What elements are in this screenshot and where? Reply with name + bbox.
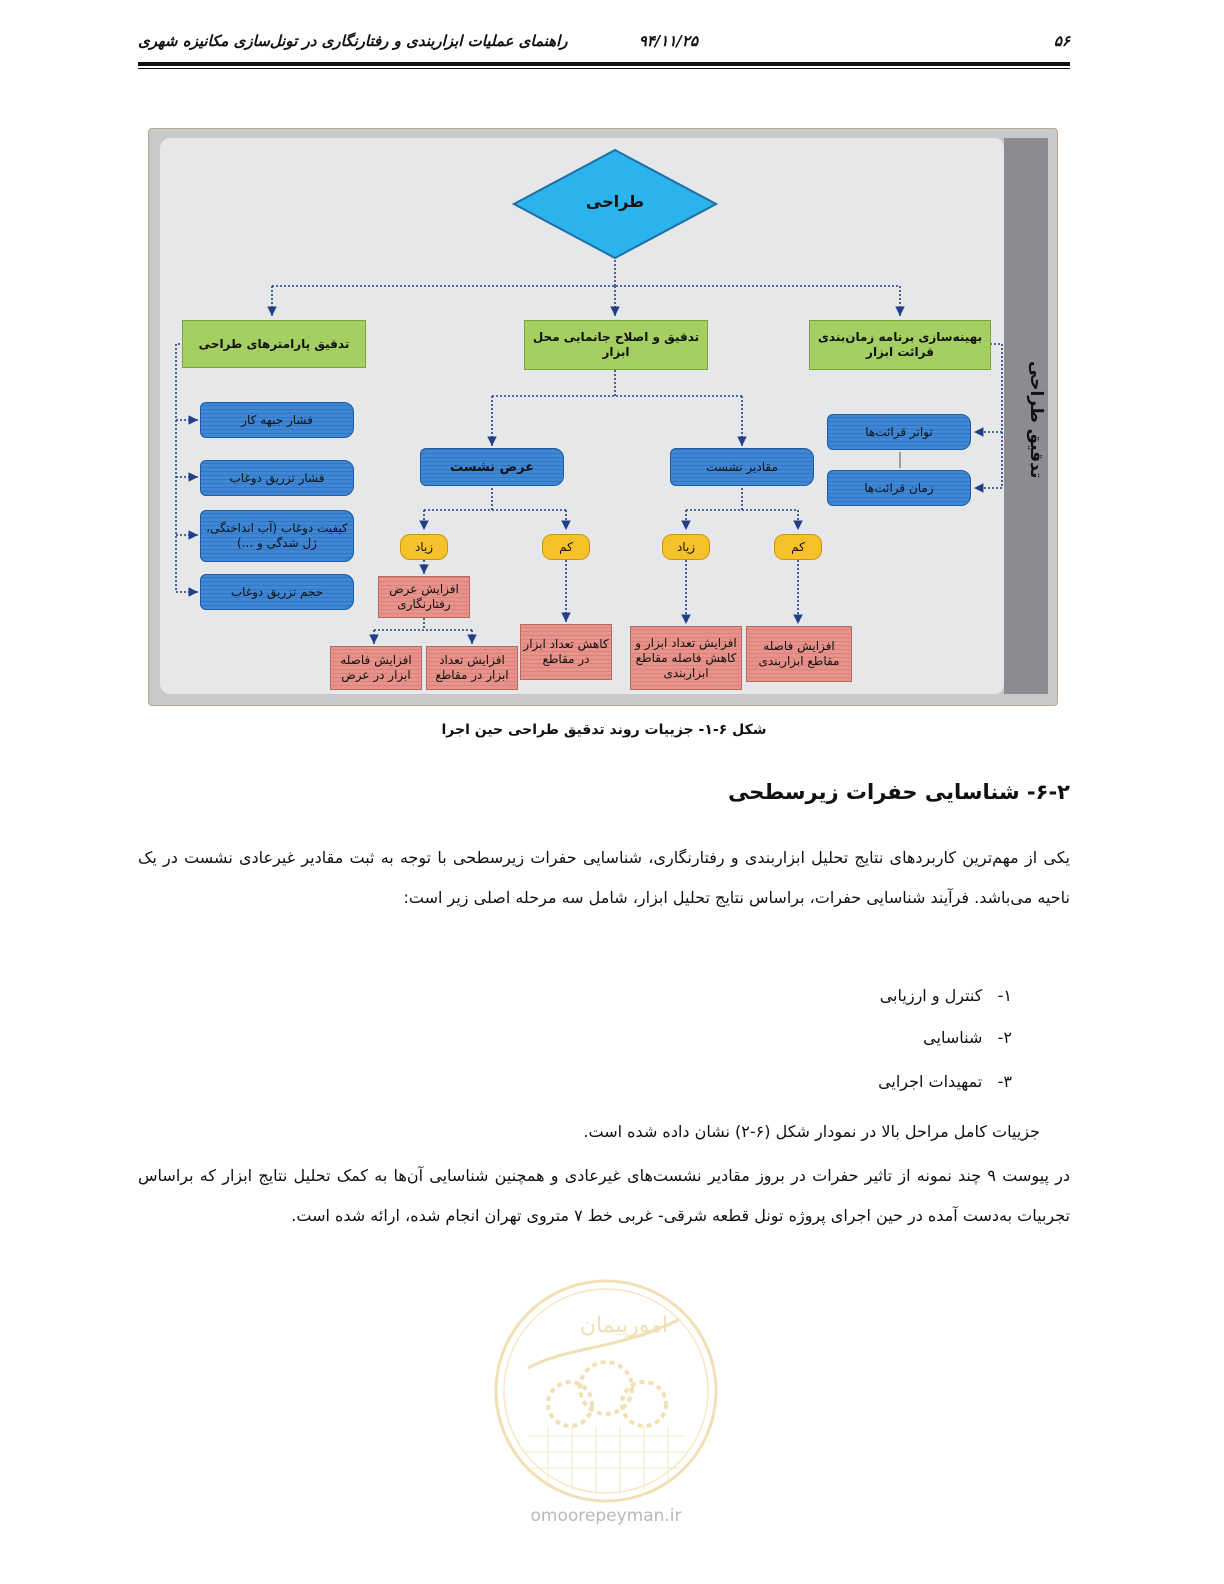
root-diamond-label: طراحی <box>585 192 645 211</box>
watermark-url: omoorepeyman.ir <box>530 1506 682 1526</box>
action-increase-monitoring-width: افزایش عرض رفتارنگاری <box>378 576 470 618</box>
level-value-high: زیاد <box>662 534 710 560</box>
header-title: راهنمای عملیات ابزاربندی و رفتارنگاری در تونل‌سازی مکانیزه شهری <box>138 32 568 50</box>
paragraph-2: جزییات کامل مراحل بالا در نمودار شکل (۶-۲) نشان داده شده است. <box>583 1122 1040 1141</box>
node-settlement-width: عرض نشست <box>420 448 564 486</box>
level-width-high: زیاد <box>400 534 448 560</box>
list-number: ۲- <box>997 1028 1012 1047</box>
list-text: تمهیدات اجرایی <box>878 1072 983 1091</box>
action-increase-count-sections: افزایش تعداد ابزار در مقاطع <box>426 646 518 690</box>
paragraph-1: یکی از مهم‌ترین کاربردهای نتایج تحلیل ابزاربندی و رفتارنگاری، شناسایی حفرات زیرسطحی با توجه به ثبت مقادیر غیرعادی نشست در یک ناحیه می‌باشد. فرآیند شناسایی حفرات، براساس نتایج تحلیل ابزار، شامل سه مرحله اصلی زیر است: <box>138 848 1070 907</box>
node-grout-volume: حجم تزریق دوغاب <box>200 574 354 610</box>
list-item <box>880 986 1012 1005</box>
action-increase-count-decrease-spacing: افزایش تعداد ابزار و کاهش فاصله مقاطع ابزاربندی <box>630 626 742 690</box>
watermark-logo-text: امورپیمان <box>579 1313 669 1338</box>
node-refine-instrument-location: تدقیق و اصلاح جانمایی محل ابزار <box>524 320 708 370</box>
list-item <box>923 1028 1012 1047</box>
action-increase-spacing-width: افزایش فاصله ابزار در عرض <box>330 646 422 690</box>
node-reading-frequency: تواتر قرائت‌ها <box>827 414 971 450</box>
list-text: کنترل و ارزیابی <box>879 986 983 1005</box>
figure-caption: شکل ۶-۱- جزییات روند تدقیق طراحی حین اجرا <box>441 722 767 738</box>
section-heading: ۶-۲- شناسایی حفرات زیرسطحی <box>728 780 1070 804</box>
node-optimize-reading-schedule: بهینه‌سازی برنامه زمان‌بندی قرائت ابزار <box>809 320 991 370</box>
action-increase-section-spacing: افزایش فاصله مقاطع ابزاربندی <box>746 626 852 682</box>
node-settlement-value: مقادیر نشست <box>670 448 814 486</box>
node-grout-quality: کیفیت دوغاب (آب انداختگی، ژل شدگی و ...) <box>200 510 354 562</box>
list-text: شناسایی <box>923 1028 983 1047</box>
list-number: ۳- <box>997 1072 1012 1091</box>
list-item <box>878 1072 1012 1091</box>
page-number: ۵۶ <box>1053 32 1070 50</box>
paragraph-3: در پیوست ۹ چند نمونه از تاثیر حفرات در بروز مقادیر نشست‌های غیرعادی و همچنین شناسایی آن‌ها به کمک تحلیل نتایج ابزار که براساس تجربیات به‌دست آمده در حین اجرای پروژه تونل قطعه شرقی- غربی خط ۷ متروی تهران انجام شده، ارائه شده است. <box>138 1166 1071 1225</box>
node-face-pressure: فشار جبهه کار <box>200 402 354 438</box>
level-width-low: کم <box>542 534 590 560</box>
action-decrease-count-sections: کاهش تعداد ابزار در مقاطع <box>520 624 612 680</box>
list-number: ۱- <box>997 986 1012 1005</box>
figure-side-label: تدقیق طراحی <box>1026 361 1046 479</box>
header-date: ۹۴/۱۱/۲۵ <box>638 32 698 50</box>
level-value-low: کم <box>774 534 822 560</box>
node-grout-pressure: فشار تزریق دوغاب <box>200 460 354 496</box>
watermark-logo <box>488 1276 724 1506</box>
node-refine-parameters: تدقیق پارامترهای طراحی <box>182 320 366 368</box>
node-reading-time: زمان قرائت‌ها <box>827 470 971 506</box>
